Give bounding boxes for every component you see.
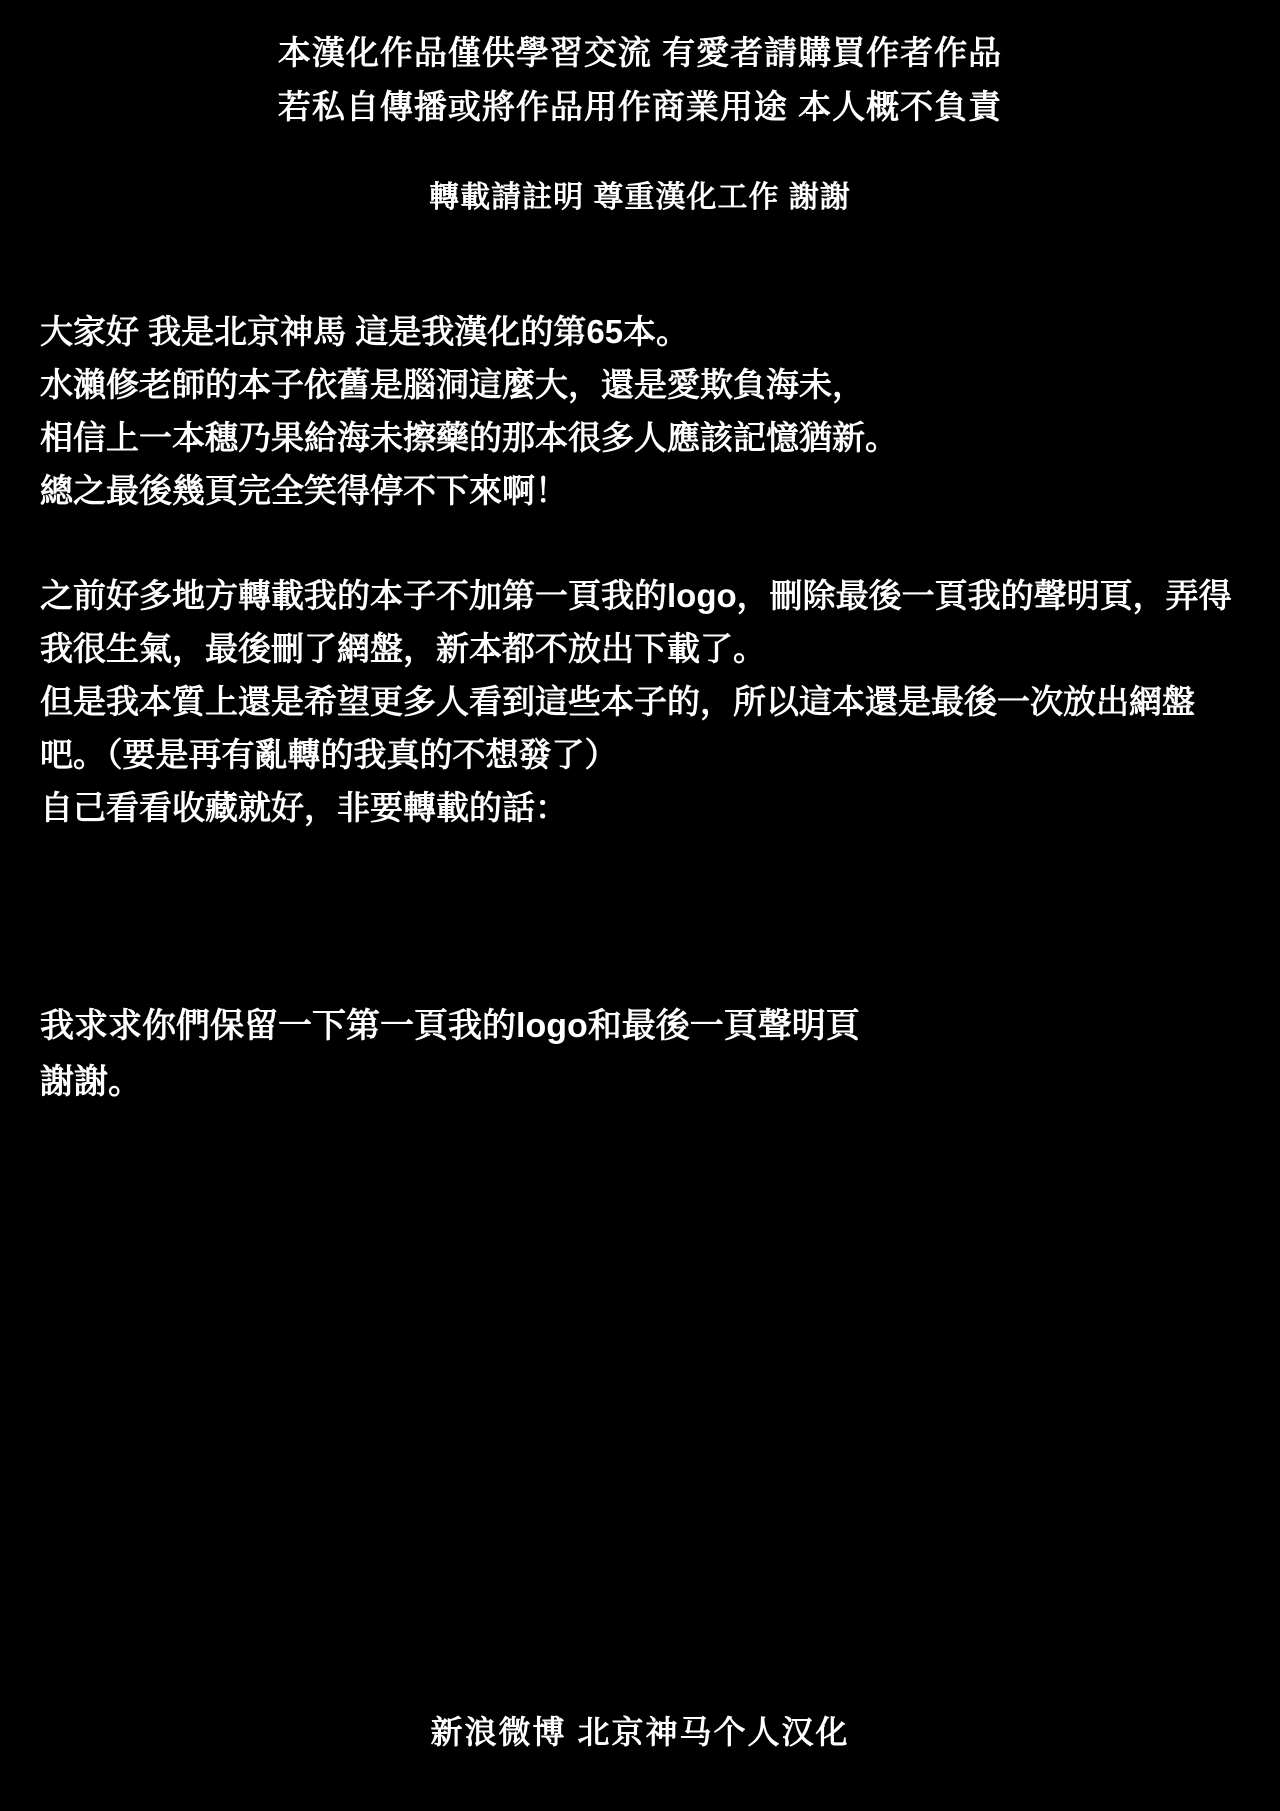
disclaimer-line-1: 本漢化作品僅供學習交流 有愛者請購買作者作品 xyxy=(277,34,1003,71)
complaint-line-2: 但是我本質上還是希望更多人看到這些本子的，所以這本還是最後一次放出網盤吧。（要是再有亂轉的我真的不想發了） xyxy=(40,683,1195,773)
footer-credit: 新浪微博 北京神马个人汉化 xyxy=(430,1714,850,1750)
repost-notice: 轉載請註明 尊重漢化工作 謝謝 xyxy=(429,181,851,214)
intro-line-3: 相信上一本穗乃果給海未擦藥的那本很多人應該記憶猶新。 xyxy=(40,419,898,456)
header-disclaimer xyxy=(0,26,1280,222)
complaint-line-1: 之前好多地方轉載我的本子不加第一頁我的logo，刪除最後一頁我的聲明頁，弄得我很生氣，最後刪了網盤，新本都不放出下載了。 xyxy=(40,577,1232,667)
complaint-line-3: 自己看看收藏就好，非要轉載的話： xyxy=(40,789,568,826)
intro-line-2: 水瀨修老師的本子依舊是腦洞這麼大，還是愛欺負海未， xyxy=(40,366,865,403)
intro-line-4: 總之最後幾頁完全笑得停不下來啊！ xyxy=(40,472,568,509)
disclaimer-line-2: 若私自傳播或將作品用作商業用途 本人概不負責 xyxy=(277,88,1003,125)
body-text xyxy=(40,305,1245,834)
paragraph-request xyxy=(40,998,1245,1110)
request-line-1: 我求求你們保留一下第一頁我的logo和最後一頁聲明頁 xyxy=(40,1007,860,1045)
intro-line-1: 大家好 我是北京神馬 這是我漢化的第65本。 xyxy=(40,313,690,350)
request-line-2: 謝謝。 xyxy=(40,1063,142,1101)
paragraph-complaint xyxy=(40,569,1245,834)
paragraph-intro xyxy=(40,305,1245,517)
